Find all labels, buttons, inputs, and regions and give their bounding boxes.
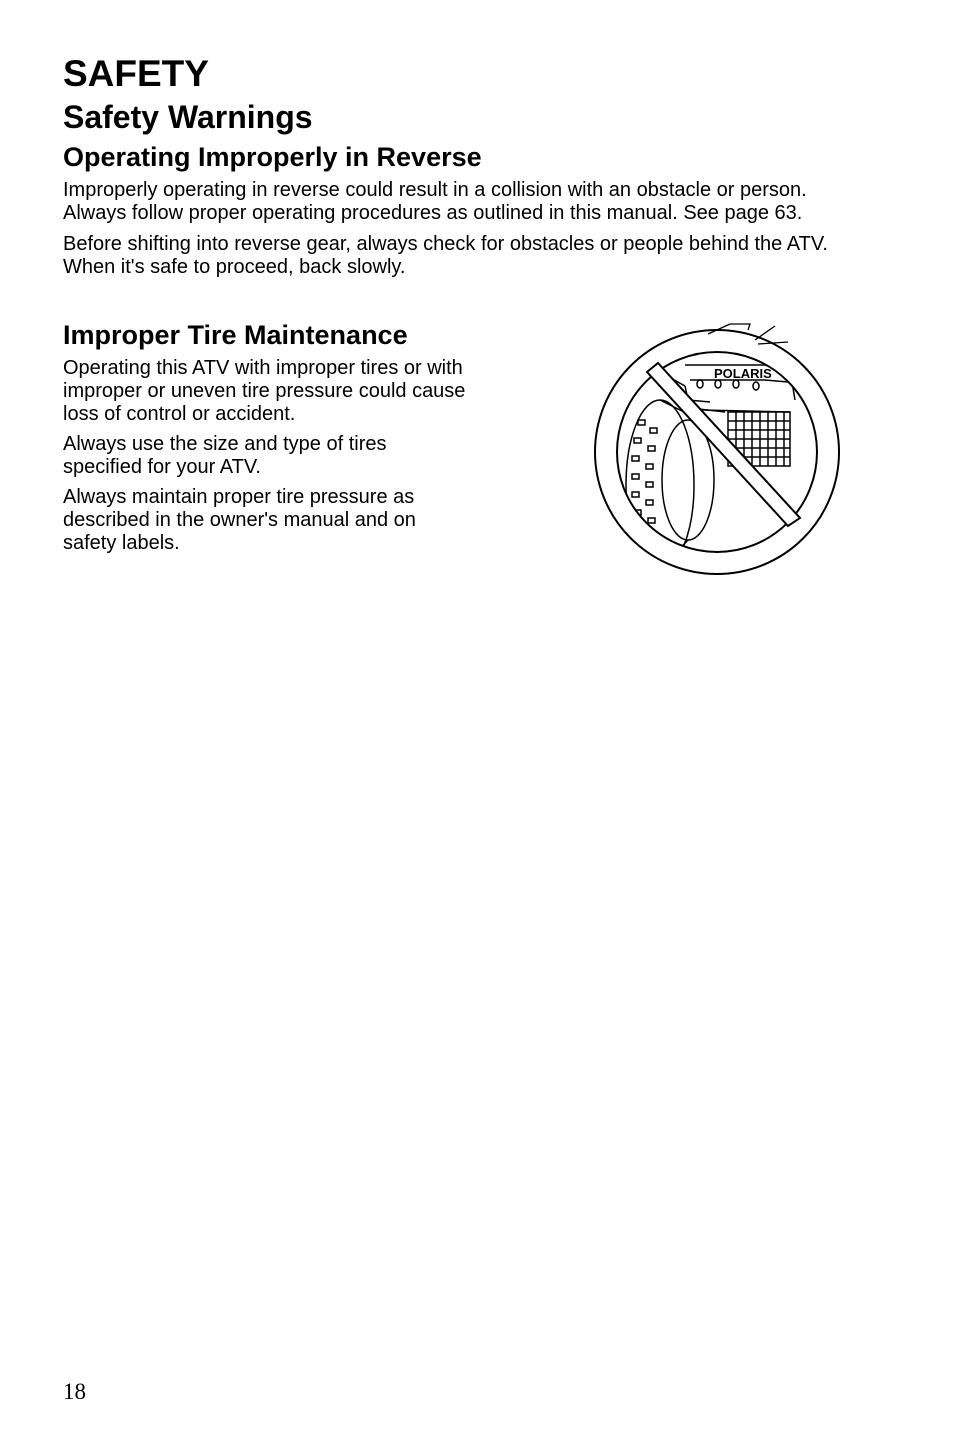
page-number: 18: [63, 1379, 86, 1404]
reverse-warning-section: [63, 141, 863, 287]
tire-maintenance-section: [63, 319, 468, 562]
reverse-warning-paragraph-2: Before shifting into reverse gear, always check for obstacles or people behind the ATV. When it's safe to proceed, back slowly.: [63, 233, 828, 278]
atv-drawing: [626, 328, 795, 570]
no-improper-tires-prohibition-icon: [590, 320, 845, 582]
reverse-warning-heading: Operating Improperly in Reverse: [63, 142, 482, 172]
tire-maintenance-heading: Improper Tire Maintenance: [63, 320, 408, 350]
prohibition-slash: [647, 363, 800, 526]
reverse-warning-paragraph-1: Improperly operating in reverse could result in a collision with an obstacle or person. Always follow proper operating procedures as outlined in this manual. See page 63.: [63, 179, 807, 224]
tire-maintenance-paragraph-3: Always maintain proper tire pressure as described in the owner's manual and on safety labels.: [63, 486, 416, 554]
tire-maintenance-paragraph-2: Always use the size and type of tires specified for your ATV.: [63, 433, 387, 478]
section-title: Safety Warnings: [63, 99, 313, 135]
page-title: SAFETY: [63, 53, 209, 94]
tire-maintenance-paragraph-1: Operating this ATV with improper tires or with improper or uneven tire pressure could cause loss of control or accident.: [63, 357, 466, 425]
brand-label: POLARIS: [714, 366, 772, 381]
